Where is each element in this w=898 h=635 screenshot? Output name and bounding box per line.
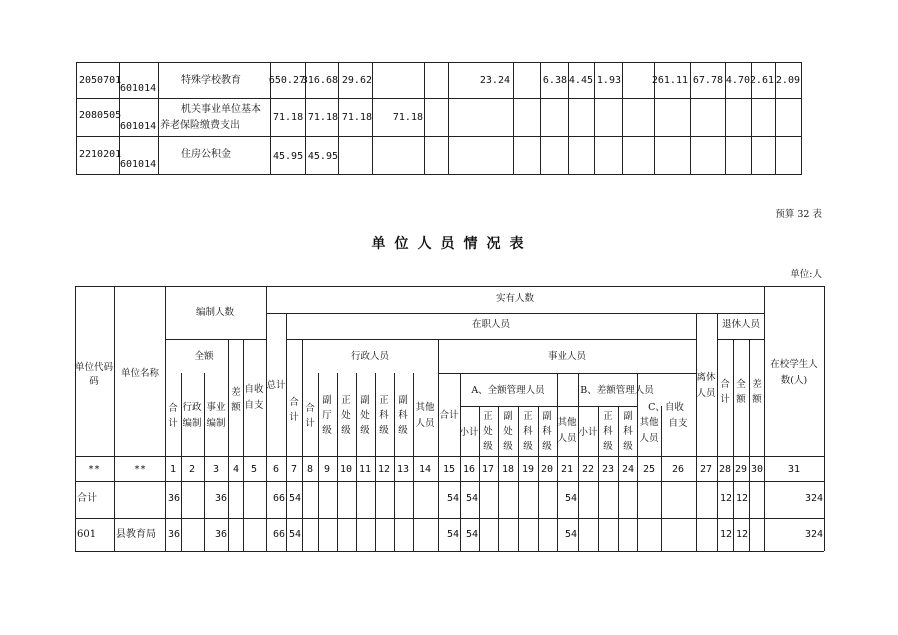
cell: 67.78 bbox=[692, 75, 723, 86]
hdr-unit-code-cont: 码 bbox=[89, 376, 99, 387]
hdr-a-full-div: 正处级 bbox=[483, 411, 493, 452]
hdr-a-other-cont: 人员 bbox=[557, 433, 577, 444]
column-number: 10 bbox=[339, 464, 353, 475]
column-number: 31 bbox=[787, 464, 801, 475]
table-cell: 12 bbox=[719, 529, 732, 540]
cell: 1.93 bbox=[596, 75, 621, 86]
hdr-deputy-dept: 副厅级 bbox=[322, 395, 332, 436]
hdr-c-self: C、自收 bbox=[648, 402, 684, 413]
hdr-b-other: 其他 bbox=[639, 417, 659, 428]
hdr-b-full-sec: 正科级 bbox=[603, 411, 613, 452]
column-number: 26 bbox=[671, 464, 685, 475]
row-code: 合计 bbox=[77, 493, 97, 504]
column-number: 3 bbox=[212, 464, 220, 475]
column-number: 2 bbox=[188, 464, 196, 475]
hdr-admin-est: 行政 bbox=[182, 402, 202, 413]
column-number: 25 bbox=[642, 464, 656, 475]
hdr-retired-cadre: 离休 bbox=[696, 372, 716, 383]
column-number: 5 bbox=[250, 464, 258, 475]
cell: 2.61 bbox=[749, 75, 774, 86]
table-cell: 324 bbox=[804, 529, 823, 540]
hdr-unit-name: 单位名称 bbox=[120, 368, 160, 379]
hdr-other-cont: 人员 bbox=[415, 418, 435, 429]
row-code: 2080505 bbox=[79, 110, 122, 121]
hdr-full-sec: 正科级 bbox=[379, 395, 389, 436]
hdr-b-deputy-sec: 副科级 bbox=[623, 411, 633, 452]
cell: 71.18 bbox=[273, 112, 304, 123]
hdr-inst-est: 事业 bbox=[206, 402, 226, 413]
column-number: 24 bbox=[621, 464, 635, 475]
hdr-unit-code: 单位代码 bbox=[74, 362, 114, 373]
row-name-cont: 养老保险缴费支出 bbox=[160, 120, 240, 131]
cell: 71.18 bbox=[392, 112, 423, 123]
cell: 23.24 bbox=[479, 75, 510, 86]
column-number: ** bbox=[87, 464, 101, 475]
column-number: 8 bbox=[306, 464, 314, 475]
hdr-full-amount: 全额 bbox=[194, 351, 214, 362]
hdr-retired: 退休人员 bbox=[721, 319, 761, 330]
cell: 45.95 bbox=[307, 151, 338, 162]
hdr-b-subtotal: 小计 bbox=[578, 427, 598, 438]
hdr-students-cont: 数(人) bbox=[780, 375, 808, 386]
hdr-students: 在校学生人 bbox=[770, 359, 818, 370]
hdr-other: 其他 bbox=[415, 402, 435, 413]
column-number: 22 bbox=[581, 464, 595, 475]
table-cell: 12 bbox=[719, 493, 732, 504]
hdr-diff-amount: 差额 bbox=[231, 387, 241, 413]
column-number: 21 bbox=[560, 464, 574, 475]
hdr-actual: 实有人数 bbox=[495, 293, 535, 304]
table-number: 预算 32 表 bbox=[775, 209, 822, 220]
table-cell: 54 bbox=[564, 529, 577, 540]
hdr-retired-subtotal: 合计 bbox=[720, 379, 730, 405]
hdr-total: 合计 bbox=[168, 403, 178, 429]
column-number: 11 bbox=[358, 464, 372, 475]
hdr-a-deputy-sec: 副科级 bbox=[542, 411, 552, 452]
table-cell: 54 bbox=[465, 493, 478, 504]
column-number: 20 bbox=[540, 464, 554, 475]
row-name: 机关事业单位基本 bbox=[181, 104, 261, 115]
column-number: 15 bbox=[442, 464, 456, 475]
table-cell: 12 bbox=[735, 529, 748, 540]
hdr-admin-est-cont: 编制 bbox=[182, 418, 202, 429]
column-number: 16 bbox=[462, 464, 476, 475]
page-title: 单位人员情况表 bbox=[371, 236, 533, 252]
table-cell: 324 bbox=[804, 493, 823, 504]
table-cell: 12 bbox=[735, 493, 748, 504]
table-cell: 66 bbox=[272, 529, 285, 540]
hdr-deputy-sec: 副科级 bbox=[398, 395, 408, 436]
column-number: 23 bbox=[601, 464, 615, 475]
row-code: 601 bbox=[77, 529, 97, 540]
hdr-in-service: 在职人员 bbox=[471, 319, 511, 330]
hdr-admin-staff: 行政人员 bbox=[350, 351, 390, 362]
hdr-retired-cadre-cont: 人员 bbox=[696, 388, 716, 399]
table-cell: 36 bbox=[214, 493, 227, 504]
row-name: 县教育局 bbox=[116, 529, 156, 540]
column-number: 7 bbox=[290, 464, 298, 475]
hdr-grand-total: 总计 bbox=[266, 380, 286, 391]
hdr-a-full: A、全额管理人员 bbox=[471, 385, 545, 396]
column-number: 19 bbox=[521, 464, 535, 475]
table-cell: 54 bbox=[288, 493, 301, 504]
column-number: 14 bbox=[418, 464, 432, 475]
hdr-retired-full: 全额 bbox=[736, 379, 746, 405]
column-number: 9 bbox=[323, 464, 331, 475]
column-number: 28 bbox=[718, 464, 732, 475]
cell: 29.62 bbox=[341, 75, 372, 86]
cell: 2.09 bbox=[775, 75, 800, 86]
table-cell: 36 bbox=[167, 529, 180, 540]
hdr-a-deputy-div: 副处级 bbox=[503, 411, 513, 452]
table-cell: 54 bbox=[465, 529, 478, 540]
column-number: 27 bbox=[699, 464, 713, 475]
table-cell: 54 bbox=[446, 493, 459, 504]
cell: 4.45 bbox=[568, 75, 593, 86]
column-number: 1 bbox=[169, 464, 177, 475]
table-cell: 54 bbox=[446, 529, 459, 540]
column-number: 17 bbox=[481, 464, 495, 475]
hdr-a-subtotal: 小计 bbox=[459, 427, 479, 438]
cell: 45.95 bbox=[273, 151, 304, 162]
cell: 316.68 bbox=[301, 75, 338, 86]
hdr-subtotal-admin: 合计 bbox=[305, 403, 315, 429]
hdr-c-self-cont: 自支 bbox=[668, 418, 688, 429]
hdr-inst-est-cont: 编制 bbox=[206, 418, 226, 429]
column-number: 6 bbox=[272, 464, 280, 475]
cell: 4.70 bbox=[725, 75, 750, 86]
hdr-retired-diff: 差额 bbox=[752, 379, 762, 405]
table-cell: 54 bbox=[564, 493, 577, 504]
row-unit: 601014 bbox=[120, 121, 157, 132]
unit-label: 单位:人 bbox=[790, 269, 822, 280]
hdr-full-div: 正处级 bbox=[341, 395, 351, 436]
hdr-deputy-div: 副处级 bbox=[360, 395, 370, 436]
cell: 261.11 bbox=[651, 75, 688, 86]
column-number: 13 bbox=[396, 464, 410, 475]
table-cell: 66 bbox=[272, 493, 285, 504]
row-name: 住房公积金 bbox=[181, 149, 231, 160]
cell: 650.27 bbox=[268, 75, 305, 86]
table-cell: 36 bbox=[214, 529, 227, 540]
cell: 71.18 bbox=[307, 112, 338, 123]
column-number: ** bbox=[133, 464, 147, 475]
column-number: 18 bbox=[501, 464, 515, 475]
hdr-inst-subtotal: 合计 bbox=[439, 410, 459, 421]
cell: 71.18 bbox=[341, 112, 372, 123]
hdr-a-full-sec: 正科级 bbox=[523, 411, 533, 452]
hdr-inst-staff: 事业人员 bbox=[547, 351, 587, 362]
hdr-b-other-cont: 人员 bbox=[639, 433, 659, 444]
row-code: 2210201 bbox=[79, 149, 122, 160]
column-number: 29 bbox=[734, 464, 748, 475]
hdr-establishment: 编制人数 bbox=[195, 307, 235, 318]
hdr-self-funded-cont: 自支 bbox=[244, 400, 264, 411]
cell: 6.38 bbox=[542, 75, 567, 86]
column-number: 12 bbox=[377, 464, 391, 475]
hdr-b-diff: B、差额管理人员 bbox=[580, 385, 654, 396]
hdr-a-other: 其他 bbox=[557, 417, 577, 428]
table-cell: 54 bbox=[288, 529, 301, 540]
row-code: 2050701 bbox=[79, 75, 122, 86]
row-unit: 601014 bbox=[120, 159, 157, 170]
row-unit: 601014 bbox=[120, 83, 157, 94]
hdr-subtotal: 合计 bbox=[289, 397, 299, 423]
hdr-self-funded: 自收 bbox=[244, 384, 264, 395]
table-cell: 36 bbox=[167, 493, 180, 504]
column-number: 4 bbox=[232, 464, 240, 475]
column-number: 30 bbox=[750, 464, 764, 475]
row-name: 特殊学校教育 bbox=[181, 75, 241, 86]
